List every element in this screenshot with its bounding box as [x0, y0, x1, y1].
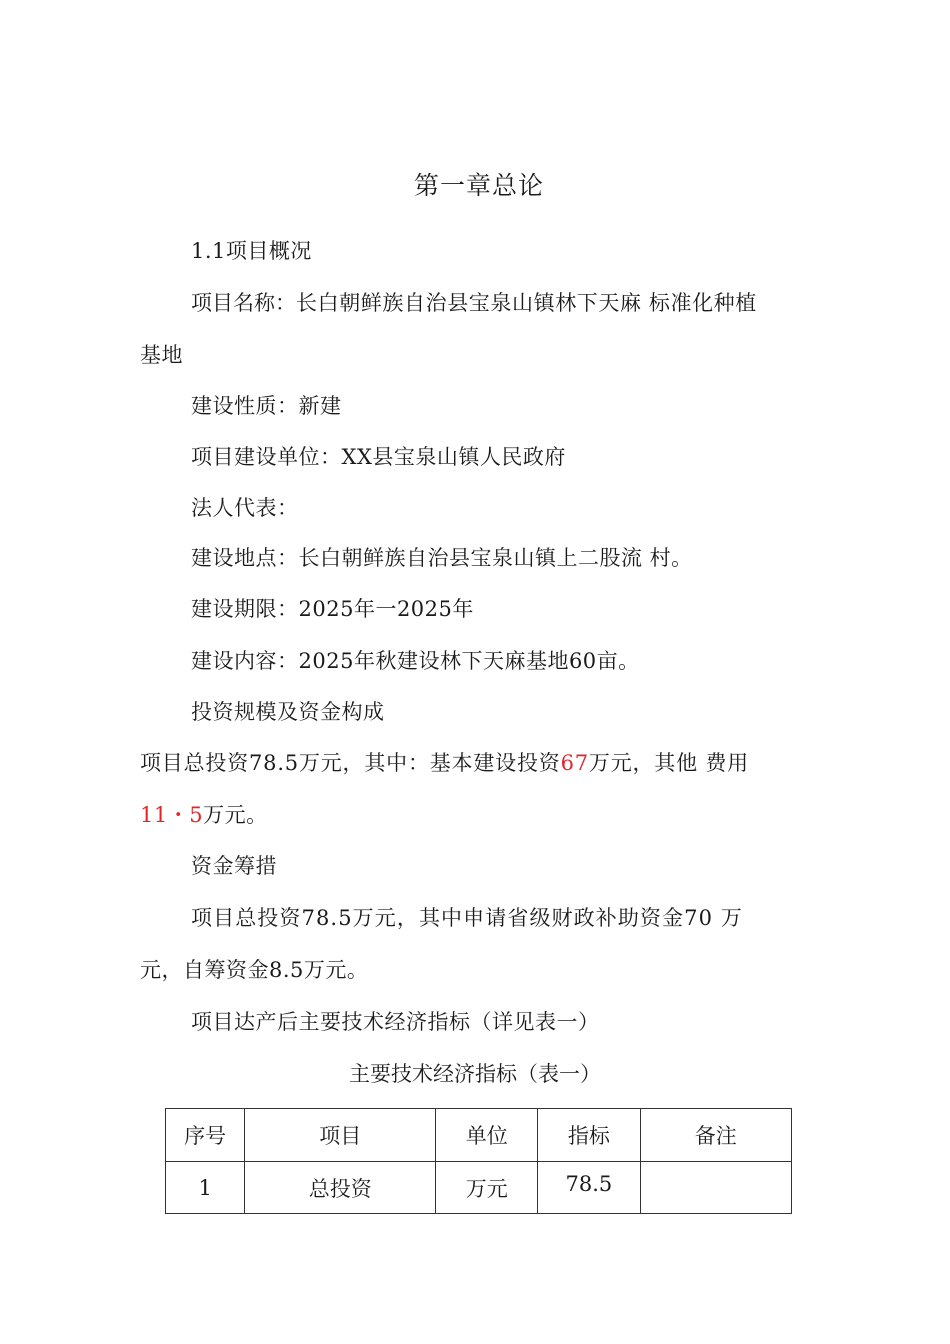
indicators-intro: 项目达产后主要技术经济指标（详见表一）: [191, 1010, 600, 1034]
funding-line-1: 项目总投资78.5万元，其中申请省级财政补助资金70 万: [191, 906, 743, 930]
chapter-title: 第一章总论: [413, 171, 544, 200]
cell-unit: 万元: [436, 1162, 538, 1214]
indicators-table: [165, 1108, 792, 1214]
legal-representative: 法人代表：: [191, 496, 299, 520]
cell-index: 1: [166, 1162, 245, 1214]
construction-content: 建设内容：2025年秋建设林下天麻基地60亩。: [191, 649, 640, 673]
project-name-label: 项目名称：: [191, 291, 296, 315]
cell-item: 总投资: [245, 1162, 436, 1214]
cell-indicator: [538, 1162, 640, 1214]
project-name-line-2: 基地: [140, 343, 183, 367]
table-header-row: [166, 1109, 792, 1162]
funding-line-2: 元，自筹资金8.5万元。: [140, 958, 369, 982]
project-name-line-1: [191, 288, 817, 318]
other-cost-value: 11・5: [140, 803, 204, 827]
header-item: 项目: [245, 1109, 436, 1162]
funding-heading: 资金筹措: [191, 854, 277, 878]
investment-line-1: [140, 748, 749, 778]
construction-unit: 项目建设单位：XX县宝泉山镇人民政府: [191, 445, 566, 469]
investment-text-a: 项目总投资78.5万元，其中：基本建设投资: [140, 751, 561, 775]
header-indicator: 指标: [538, 1109, 640, 1162]
header-index: 序号: [166, 1109, 245, 1162]
construction-period: 建设期限：2025年一2025年: [191, 597, 474, 621]
basic-investment-value: 67: [560, 751, 589, 775]
investment-text-c: 万元。: [203, 803, 268, 827]
header-remarks: 备注: [640, 1109, 791, 1162]
table-caption: 主要技术经济指标（表一）: [349, 1062, 601, 1086]
construction-location: 建设地点：长白朝鲜族自治县宝泉山镇上二股流 村。: [191, 546, 693, 570]
indicator-value: 78.5: [565, 1171, 613, 1196]
investment-heading: 投资规模及资金构成: [191, 700, 385, 724]
cell-remarks: [640, 1162, 791, 1214]
section-heading: 1.1项目概况: [191, 239, 312, 263]
construction-nature: 建设性质：新建: [191, 394, 342, 418]
table-row: [166, 1162, 792, 1214]
header-unit: 单位: [436, 1109, 538, 1162]
project-name-value: 长白朝鲜族自治县宝泉山镇林下天麻 标准化种植: [296, 291, 757, 315]
investment-line-2: [140, 800, 268, 830]
investment-text-b: 万元，其他 费用: [588, 751, 749, 775]
